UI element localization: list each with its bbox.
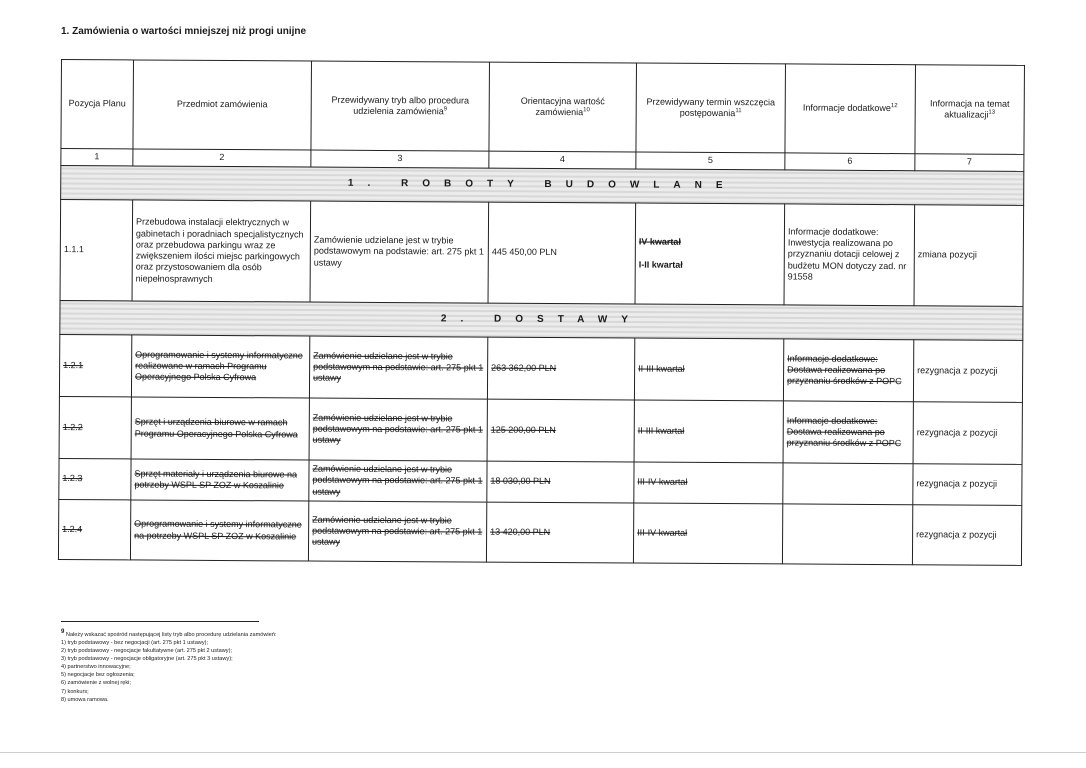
position-cell: 1.2.3	[59, 458, 131, 499]
value-cell: 445 450,00 PLN	[488, 202, 636, 304]
mode-cell: Zamówienie udzielane jest w trybie podstawowym na podstawie: art. 275 pkt 1 ustawy	[309, 460, 487, 502]
update-cell: zmiana pozycji	[914, 205, 1024, 307]
table-row	[60, 200, 1024, 307]
footnote-item: 7) konkurs;	[61, 688, 89, 695]
section-title: 1. ROBOTY BUDOWLANE	[61, 166, 1024, 206]
table-row	[59, 458, 1022, 505]
subject-cell: Sprzęt materiały i urządzenia biurowe na potrzeby WSPL SP ZOZ w Koszalinie	[131, 459, 309, 501]
footnotes	[61, 628, 276, 704]
column-number: 5	[636, 152, 785, 170]
info-cell	[783, 463, 913, 505]
footnote-intro: $^9$ Należy wskazać spośród następującej listy tryb albo procedurę udzielania zamówień:	[61, 629, 277, 638]
info-cell: Informacje dodatkowe: Dostawa realizowana po przyznaniu środków z POPC	[783, 401, 913, 464]
update-cell: rezygnacja z pozycji	[913, 402, 1022, 465]
header-row	[61, 60, 1025, 155]
header-position: Pozycja Planu	[61, 60, 134, 149]
header-value: Orientacyjna wartość zamówienia$^{10}$	[489, 62, 637, 152]
position-cell: 1.2.4	[58, 499, 130, 559]
footnote-item: 1) tryb podstawowy - bez negocjacji (art. 275 pkt 1 ustawy);	[61, 639, 209, 646]
header-info: Informacje dodatkowe$^{12}$	[785, 64, 916, 154]
footnote-divider	[61, 621, 259, 622]
header-update: Informacja na temat aktualizacji$^{13}$	[915, 65, 1025, 155]
term-cell: II-III kwartał	[634, 338, 783, 401]
table-row	[58, 499, 1021, 565]
subject-cell: Sprzęt i urządzenia biurowe w ramach Programu Operacyjnego Polska Cyfrowa	[131, 397, 309, 460]
column-number: 7	[915, 154, 1024, 172]
subject-cell: Oprogramowanie i systemy informatyczne realizowane w ramach Programu Operacyjnego Polska Cyfrowa	[131, 335, 309, 398]
column-number: 3	[311, 150, 489, 168]
page-edge	[0, 752, 1086, 753]
subject-cell: Przebudowa instalacji elektrycznych w gabinetach i poradniach specjalistycznych oraz przebudowa parkingu wraz ze zwiększeniem ilości miejsc parkingowych oraz przystosowaniem dla osób niepełnosprawnych	[132, 200, 311, 302]
footnote-item: 6) zamówienie z wolnej ręki;	[61, 680, 131, 687]
table-row	[59, 396, 1022, 464]
value-cell: 18 030,00 PLN	[487, 461, 634, 503]
update-cell: rezygnacja z pozycji	[913, 464, 1022, 506]
column-number: 1	[61, 149, 133, 166]
table-row	[59, 334, 1022, 402]
page-title: 1. Zamówienia o wartości mniejszej niż progi unijne	[61, 26, 307, 37]
term-new: I-II kwartał	[638, 259, 683, 270]
mode-cell: Zamówienie udzielane jest w trybie podstawowym na podstawie: art. 275 pkt 1 ustawy	[309, 398, 487, 461]
info-cell: Informacje dodatkowe: Inwestycja realizowana po przyznaniu dotacji celowej z budżetu MON dotyczy zad. nr 91558	[784, 204, 915, 306]
value-cell: 125 200,00 PLN	[487, 399, 634, 462]
position-cell: 1.2.2	[59, 396, 131, 458]
mode-cell: Zamówienie udzielane jest w trybie podstawowym na podstawie: art. 275 pkt 1 ustawy	[309, 336, 487, 399]
footnote-item: 8) umowa ramowa.	[61, 696, 109, 703]
term-cell: II-III kwartał	[634, 400, 783, 463]
mode-cell: Zamówienie udzielane jest w trybie podstawowym na podstawie: art. 275 pkt 1 ustawy	[308, 501, 486, 562]
header-subject: Przedmiot zamówienia	[133, 60, 312, 150]
term-cell: III-IV kwartał	[633, 503, 782, 564]
position-cell: 1.1.1	[60, 200, 133, 301]
footnote-item: 5) negocjacje bez ogłoszenia;	[61, 672, 135, 679]
term-cell	[635, 203, 785, 305]
footnote-item: 3) tryb podstawowy - negocjacje obligatoryjne (art. 275 pkt 3 ustawy);	[61, 656, 233, 663]
column-number: 4	[489, 151, 636, 169]
column-number: 6	[785, 153, 915, 171]
subject-cell: Oprogramowanie i systemy informatyczne na potrzeby WSPL SP ZOZ w Koszalinie	[130, 500, 308, 561]
footnote-item: 2) tryb podstawowy - negocjacje fakultatywne (art. 275 pkt 2 ustawy);	[61, 648, 232, 655]
mode-cell: Zamówienie udzielane jest w trybie podstawowym na podstawie: art. 275 pkt 1 ustawy	[310, 201, 489, 303]
footnote-item: 4) partnerstwo innowacyjne;	[61, 664, 131, 671]
value-cell: 13 420,00 PLN	[486, 502, 633, 563]
position-cell: 1.2.1	[59, 334, 131, 396]
info-cell	[782, 504, 912, 565]
column-number: 2	[133, 149, 311, 167]
term-cell: III-IV kwartał	[634, 462, 783, 504]
procurement-plan-table	[58, 59, 1025, 566]
update-cell: rezygnacja z pozycji	[912, 505, 1021, 566]
update-cell: rezygnacja z pozycji	[913, 340, 1022, 403]
header-term: Przewidywany termin wszczęcia postępowania$^{11}$	[636, 63, 786, 153]
header-mode: Przewidywany tryb albo procedura udzielenia zamówienia$^9$	[311, 61, 490, 151]
info-cell: Informacje dodatkowe: Dostawa realizowana po przyznaniu środków z POPC	[783, 339, 913, 402]
section-title: 2. DOSTAWY	[60, 300, 1023, 340]
value-cell: 263 362,00 PLN	[487, 337, 634, 400]
term-old: IV kwartał	[638, 236, 681, 247]
